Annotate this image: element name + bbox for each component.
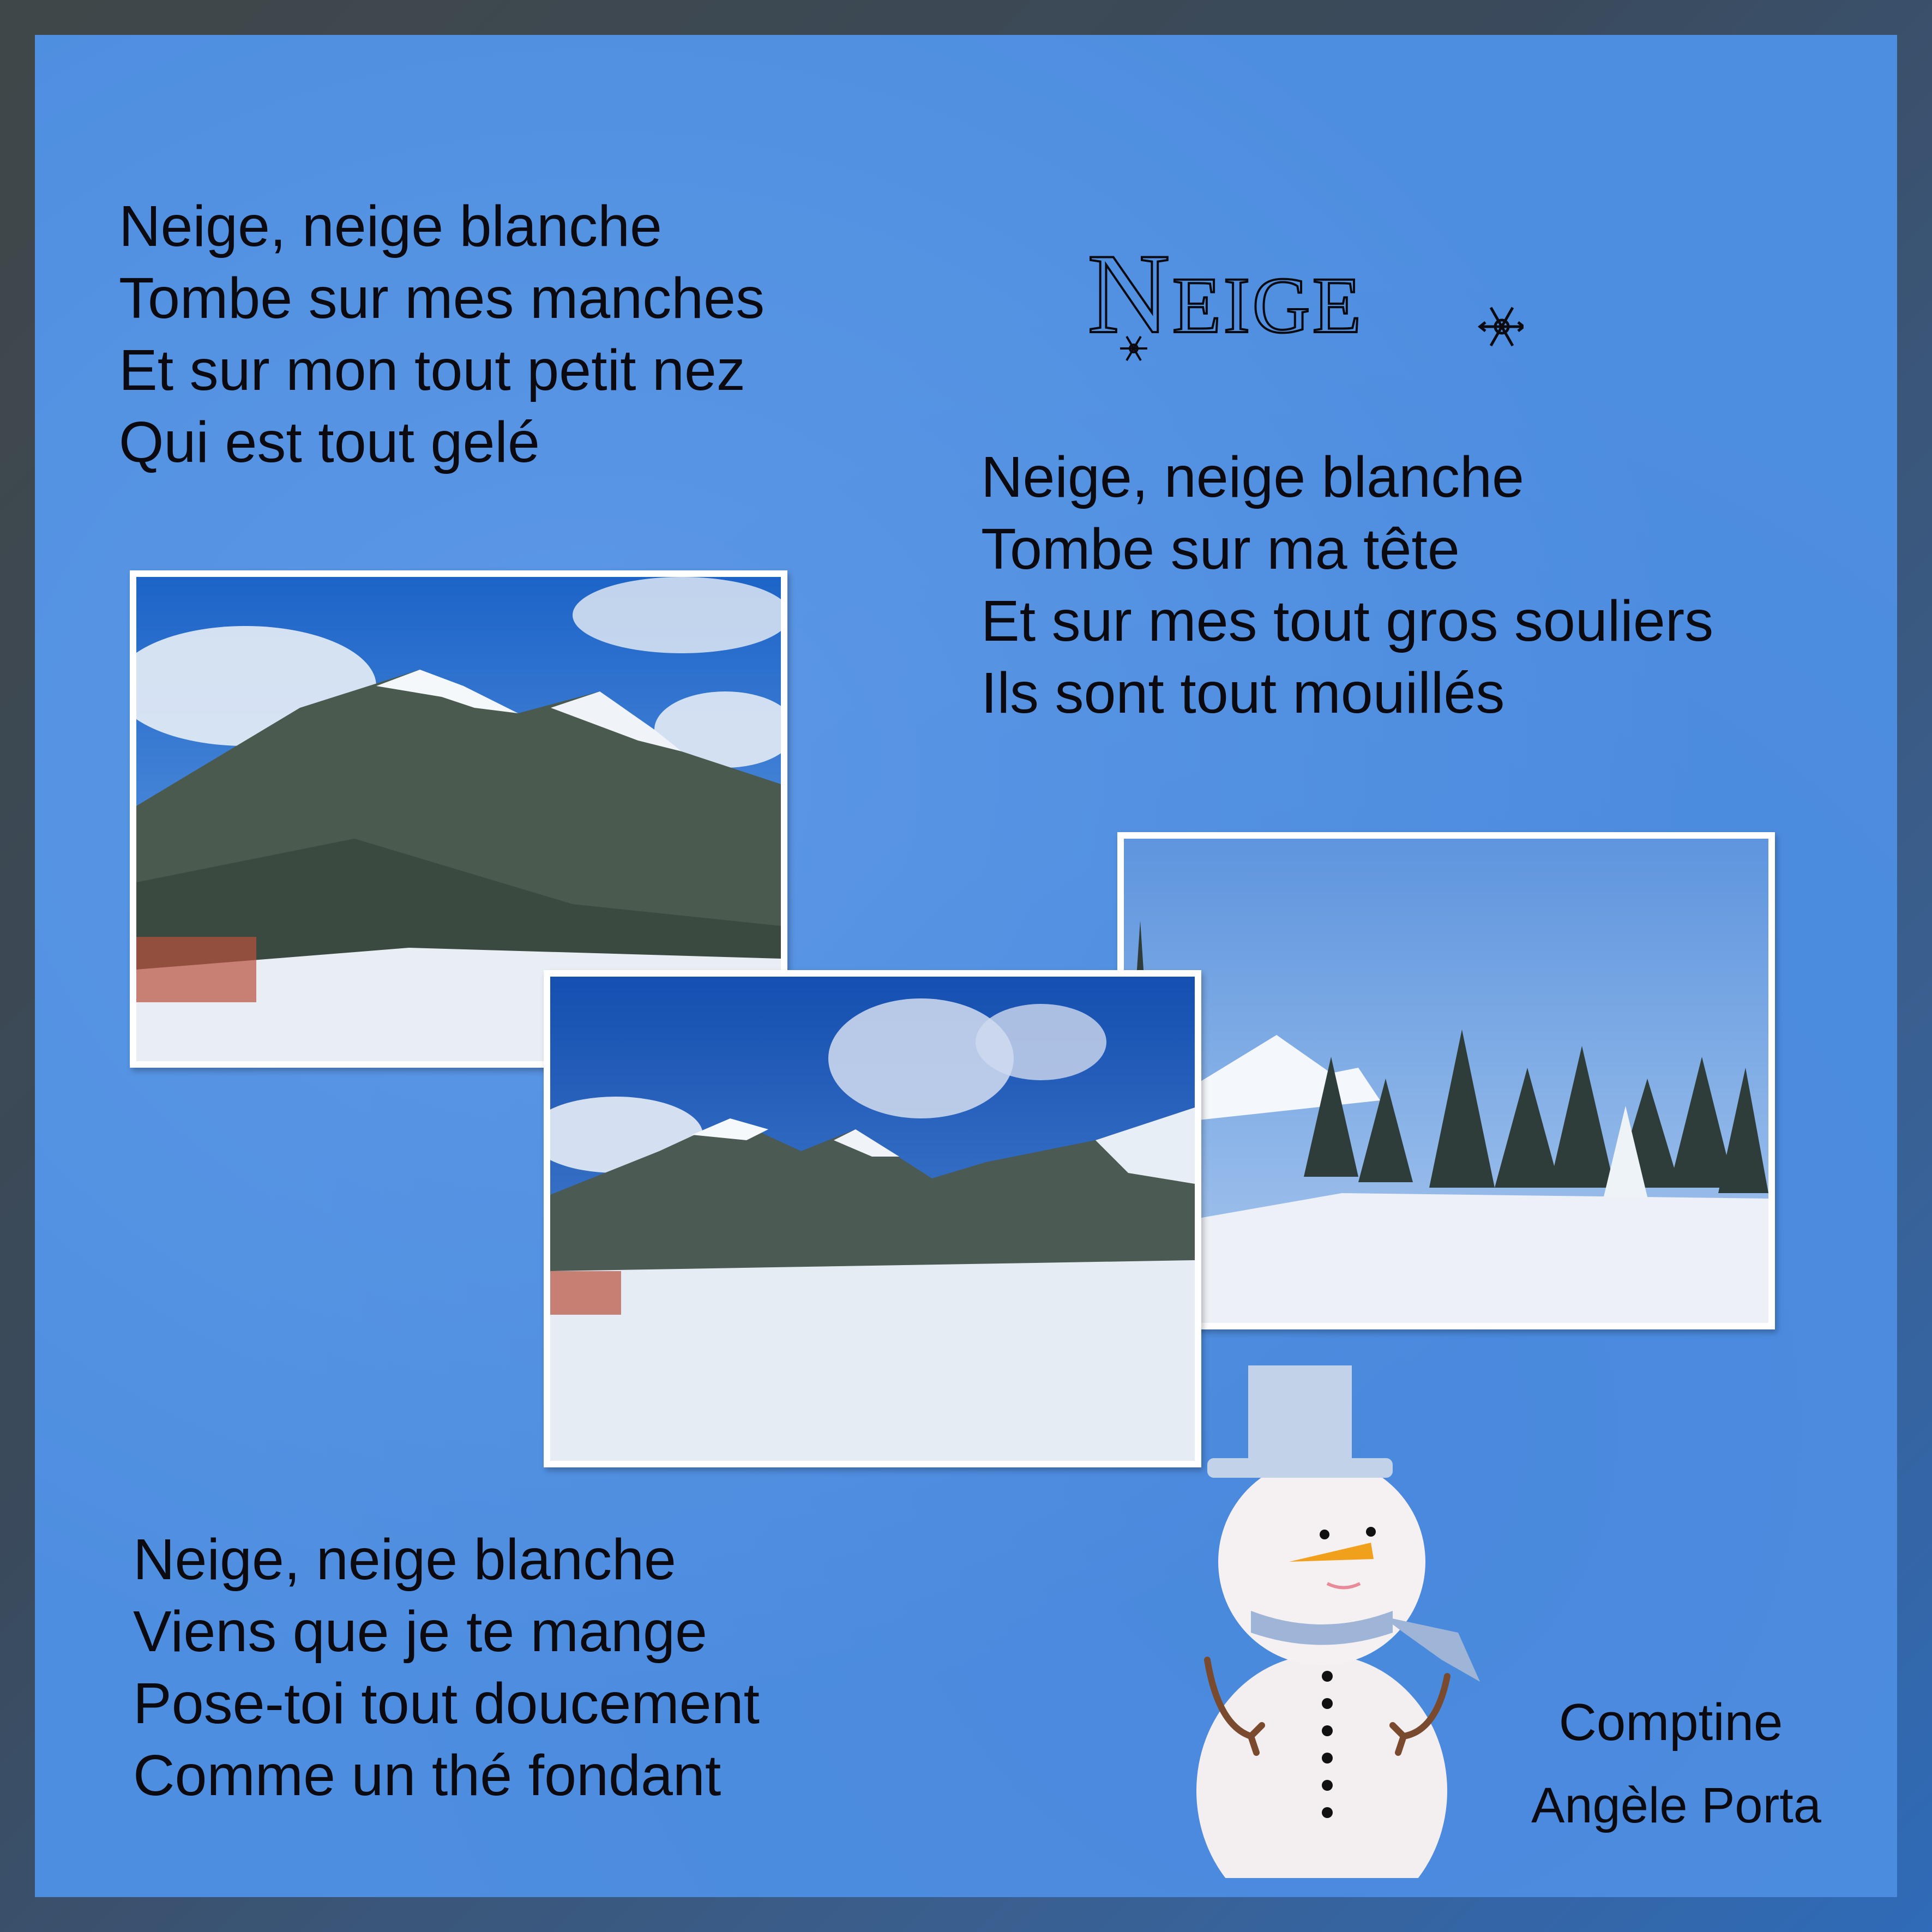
photo-mountain-2: [544, 970, 1201, 1467]
title-text: Neige: [1087, 231, 1364, 357]
stanza-2-line-2: Tombe sur ma tête: [981, 517, 1460, 581]
credit-author: Angèle Porta: [1531, 1778, 1821, 1833]
page-title: [1087, 220, 1524, 362]
stanza-2-line-3: Et sur mes tout gros souliers: [981, 589, 1714, 653]
stanza-1-line-3: Et sur mon tout petit nez: [119, 338, 745, 402]
stanza-1-line-4: Qui est tout gelé: [119, 410, 540, 474]
stanza-2-line-4: Ils sont tout mouillés: [981, 661, 1505, 725]
stanza-3-line-4: Comme un thé fondant: [133, 1743, 721, 1808]
stanza-3-line-1: Neige, neige blanche: [133, 1527, 676, 1592]
photo-forest: [1117, 832, 1775, 1329]
stanza-3: [133, 1524, 760, 1811]
stanza-1-line-2: Tombe sur mes manches: [119, 266, 765, 330]
stanza-3-line-3: Pose-toi tout doucement: [133, 1671, 760, 1736]
credit-label: Comptine: [1558, 1693, 1783, 1752]
stanza-1: [119, 190, 765, 478]
stanza-2-line-1: Neige, neige blanche: [981, 445, 1524, 509]
snowflake-icon: [1480, 308, 1524, 346]
scrapbook-page: [35, 35, 1897, 1897]
stanza-1-line-1: Neige, neige blanche: [119, 194, 662, 258]
stanza-2: [981, 441, 1713, 729]
stanza-3-line-2: Viens que je te mange: [133, 1599, 707, 1664]
